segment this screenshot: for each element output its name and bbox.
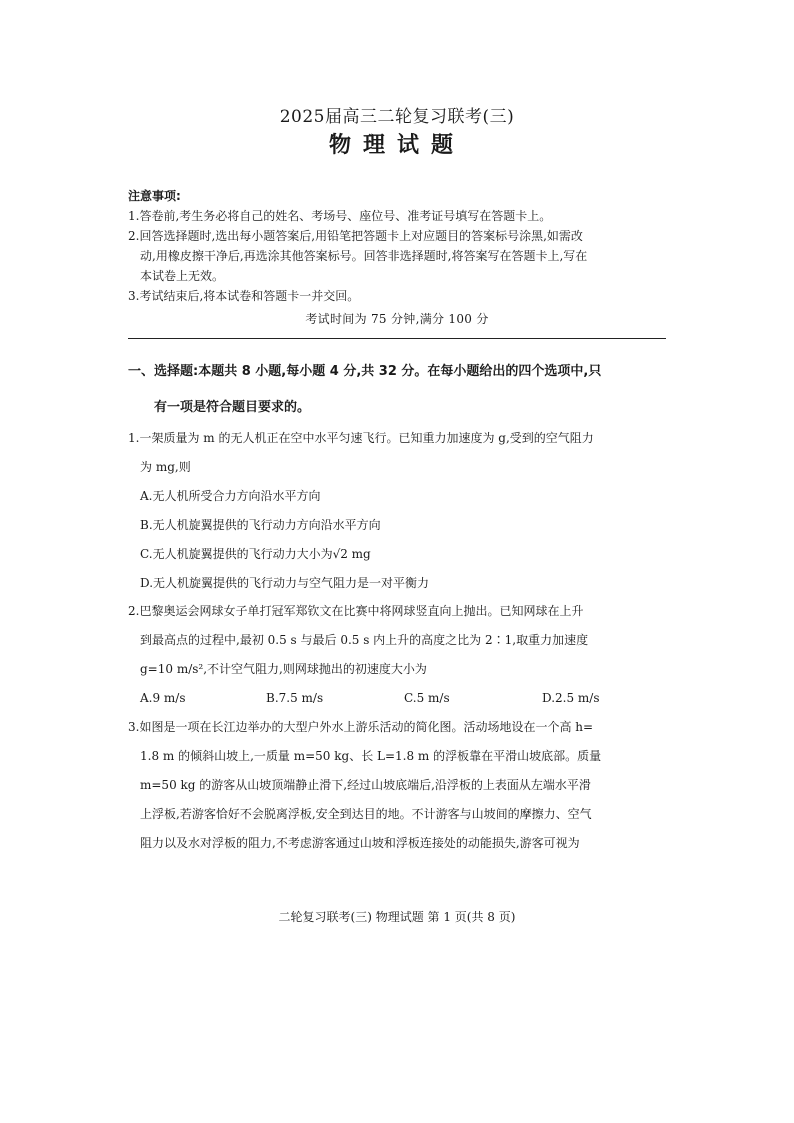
q3-line-1: 3.如图是一项在长江边举办的大型户外水上游乐活动的简化图。活动场地设在一个高 h= (128, 720, 594, 735)
notice-item-2-cont-1: 动,用橡皮擦干净后,再选涂其他答案标号。回答非选择题时,将答案写在答题卡上,写在 (140, 249, 588, 263)
q2-option-c: C.5 m/s (404, 691, 450, 706)
subject-title: 物理试题 (328, 132, 465, 158)
notice-heading: 注意事项: (128, 189, 181, 203)
q2-stem-line-1: 2.巴黎奥运会网球女子单打冠军郑钦文在比赛中将网球竖直向上抛出。已知网球在上升 (128, 604, 584, 619)
q3-line-2: 1.8 m 的倾斜山坡上,一质量 m=50 kg、长 L=1.8 m 的浮板靠在平滑山坡底部。质量 (140, 748, 602, 763)
exam-title: 2025届高三二轮复习联考(三) (279, 107, 515, 127)
notice-item-2: 2.回答选择题时,选出每小题答案后,用铅笔把答题卡上对应题目的答案标号涂黑,如需改 (128, 229, 583, 243)
q1-option-a: A.无人机所受合力方向沿水平方向 (140, 488, 321, 503)
q3-line-3: m=50 kg 的游客从山坡顶端静止滑下,经过山坡底端后,沿浮板的上表面从左端水平滑 (140, 777, 591, 792)
q1-stem-line-1: 1.一架质量为 m 的无人机正在空中水平匀速飞行。已知重力加速度为 g,受到的空气阻力 (128, 431, 594, 445)
section-heading-line-1: 一、选择题:本题共 8 小题,每小题 4 分,共 32 分。在每小题给出的四个选项中,只 (128, 364, 602, 379)
q2-option-a: A.9 m/s (140, 691, 186, 706)
q2-option-b: B.7.5 m/s (266, 691, 324, 706)
notice-item-3: 3.考试结束后,将本试卷和答题卡一并交回。 (128, 289, 360, 303)
notice-block (128, 186, 668, 306)
notice-item-2-cont-2: 本试卷上无效。 (140, 269, 225, 283)
q2-options-row (128, 684, 668, 713)
q1-option-b: B.无人机旋翼提供的飞行动力方向沿水平方向 (140, 517, 381, 532)
divider-line (128, 338, 666, 339)
section-heading (128, 354, 668, 426)
page-footer: 二轮复习联考(三) 物理试题 第 1 页(共 8 页) (278, 910, 516, 924)
q3-line-5: 阻力以及水对浮板的阻力,不考虑游客通过山坡和浮板连接处的动能损失,游客可视为 (140, 835, 580, 850)
q1-option-c: C.无人机旋翼提供的飞行动力大小为√2 mg (140, 546, 371, 561)
q2-stem-line-3: g=10 m/s²,不计空气阻力,则网球抛出的初速度大小为 (140, 662, 427, 677)
q1-option-d: D.无人机旋翼提供的飞行动力与空气阻力是一对平衡力 (140, 575, 430, 590)
q2-stem-line-2: 到最高点的过程中,最初 0.5 s 与最后 0.5 s 内上升的高度之比为 2∶1,取重力加速度 (140, 633, 589, 648)
q2-option-d: D.2.5 m/s (542, 691, 600, 706)
section-heading-line-2: 有一项是符合题目要求的。 (154, 400, 311, 415)
questions-body (128, 424, 668, 858)
q3-line-4: 上浮板,若游客恰好不会脱离浮板,安全到达目的地。不计游客与山坡间的摩擦力、空气 (140, 806, 592, 821)
q1-stem-line-2: 为 mg,则 (140, 459, 191, 474)
exam-time-info: 考试时间为 75 分钟,满分 100 分 (305, 312, 489, 326)
notice-item-1: 1.答卷前,考生务必将自己的姓名、考场号、座位号、准考证号填写在答题卡上。 (128, 209, 552, 223)
